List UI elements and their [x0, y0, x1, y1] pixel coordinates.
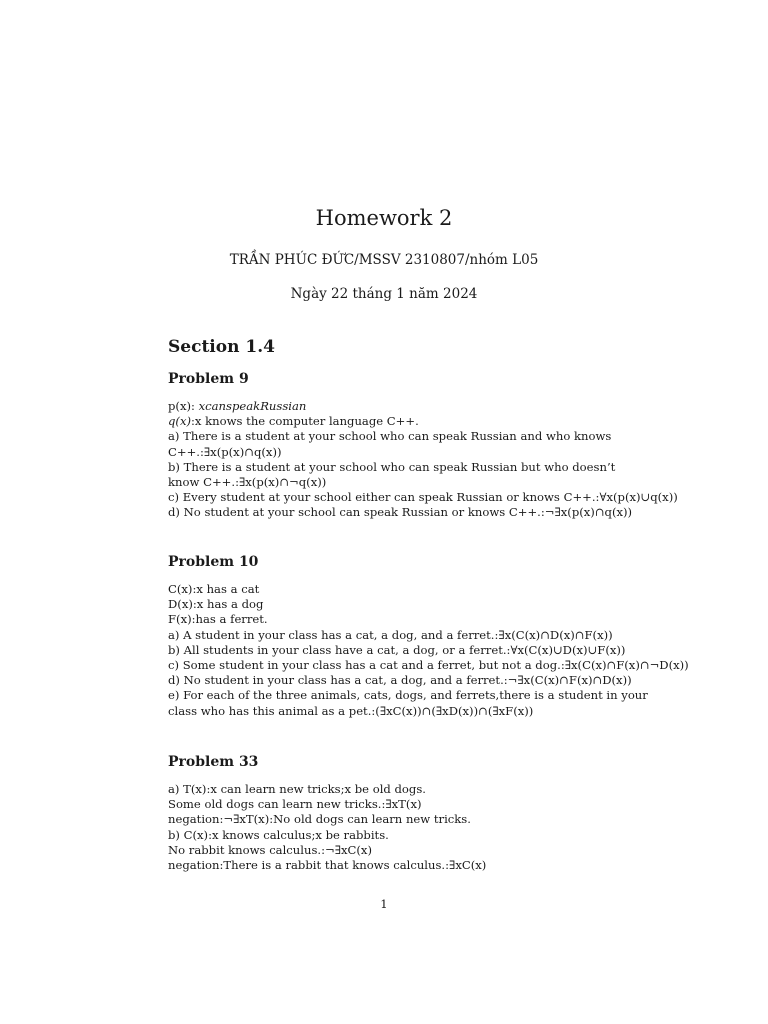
problem-line: F(x):has a ferret. [168, 612, 268, 627]
date-line: Ngày 22 tháng 1 năm 2024 [290, 286, 478, 302]
problem-line: c) Every student at your school either can speak Russian or knows C++.:∀x(p(x)∪q(x)) [168, 490, 678, 505]
document-title: Homework 2 [315, 206, 453, 230]
problem-line: b) C(x):x knows calculus;x be rabbits. [168, 827, 389, 842]
problem-line: negation:There is a rabbit that knows calculus.:∃xC(x) [168, 858, 487, 873]
problem-body [168, 782, 668, 873]
page-number: 1 [380, 897, 388, 911]
problem-line: a) There is a student at your school who can speak Russian and who knows [168, 429, 612, 444]
problem-line: e) For each of the three animals, cats, dogs, and ferrets,there is a student in your [168, 688, 648, 703]
problem-heading: Problem 9 [168, 371, 249, 387]
problem-heading: Problem 33 [168, 754, 259, 770]
problem-line: a) A student in your class has a cat, a dog, and a ferret.:∃x(C(x)∩D(x)∩F(x)) [168, 627, 613, 642]
problem-line: know C++.:∃x(p(x)∩¬q(x)) [168, 475, 327, 490]
problem-line: p(x): xcanspeakRussian [168, 399, 307, 413]
problem-line: Some old dogs can learn new tricks.:∃xT(x) [168, 797, 422, 812]
problem-9 [168, 370, 678, 521]
problem-line: d) No student in your class has a cat, a dog, and a ferret.:¬∃x(C(x)∩F(x)∩D(x)) [168, 673, 632, 688]
problem-line: c) Some student in your class has a cat and a ferret, but not a dog.:∃x(C(x)∩F(x)∩¬D(x)) [168, 658, 689, 673]
problem-33 [168, 753, 668, 873]
problem-body [168, 582, 689, 719]
problem-line: class who has this animal as a pet.:(∃xC(x))∩(∃xD(x))∩(∃xF(x)) [168, 703, 534, 718]
problem-line: q(x):x knows the computer language C++. [168, 414, 419, 429]
problem-10 [168, 553, 689, 719]
problem-line: No rabbit knows calculus.:¬∃xC(x) [168, 842, 372, 857]
problem-line: C++.:∃x(p(x)∩q(x)) [168, 444, 282, 459]
problem-line: b) All students in your class have a cat, a dog, or a ferret.:∀x(C(x)∪D(x)∪F(x)) [168, 642, 626, 657]
problem-line: b) There is a student at your school who can speak Russian but who doesn’t [168, 459, 616, 474]
author-line: TRẦN PHÚC ĐỨC/MSSV 2310807/nhóm L05 [229, 252, 539, 268]
problem-line: negation:¬∃xT(x):No old dogs can learn new tricks. [168, 812, 471, 827]
problem-heading: Problem 10 [168, 554, 259, 570]
problem-line: d) No student at your school can speak Russian or knows C++.:¬∃x(p(x)∩q(x)) [168, 505, 633, 520]
section-heading: Section 1.4 [168, 337, 275, 357]
problem-line: a) T(x):x can learn new tricks;x be old dogs. [168, 782, 426, 796]
problem-line: D(x):x has a dog [168, 597, 264, 612]
problem-body [168, 399, 678, 521]
problem-line: C(x):x has a cat [168, 582, 260, 596]
